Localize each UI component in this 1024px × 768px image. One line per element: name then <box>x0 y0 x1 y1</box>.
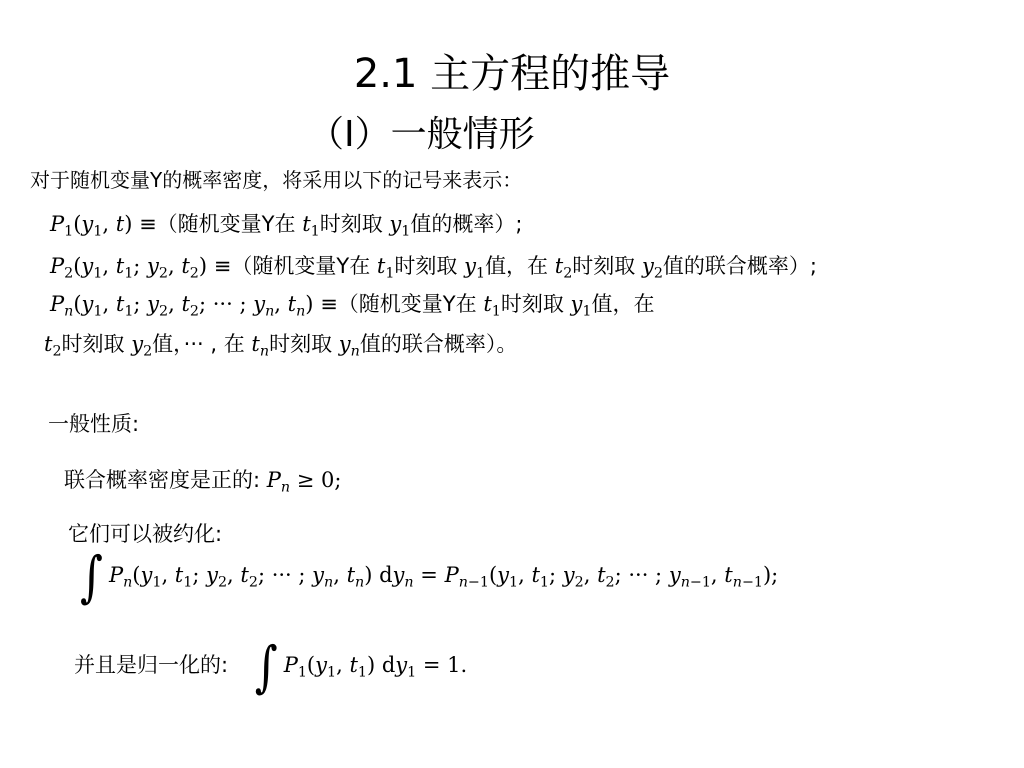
normalized-label: 并且是归一化的: <box>74 653 229 677</box>
p2-mid1: 时刻取 <box>394 254 458 278</box>
p2-mid3: 时刻取 <box>572 254 636 278</box>
pn-line2-b: 值，··· , 在 <box>152 332 245 356</box>
pn-line2-c: 时刻取 <box>269 332 333 356</box>
properties-heading: 一般性质: <box>48 412 140 436</box>
definition-pn: $P_n(y_1$, $t_1$; $y_2$, $t_2$; ··· ; $y_n$, $t_n$) ≡（随机变量Y在 $t_1$时刻取 $y_1$值，在 <box>50 292 655 320</box>
slide-title: 2.1 主方程的推导 <box>353 51 671 97</box>
p1-text: ≡（随机变量Y在 <box>139 212 296 236</box>
reduction-formula: ∫ $P_n(y_1$, $t_1$; $y_2$, $t_2$; ··· ; $y_n$, $t_n$) $dy_n = P_{n-1}(y_1$, $t_1$; $y_2$, $t_2$; ··· ; $y_{n-1}$, $t_{n-1}$); <box>80 545 779 610</box>
pn-text: ≡（随机变量Y在 <box>320 292 477 316</box>
definition-p2: $P_2(y_1$, $t_1$; $y_2$, $t_2$) ≡（随机变量Y在 $t_1$时刻取 $y_1$值，在 $t_2$时刻取 $y_2$值的联合概率）; <box>50 254 817 282</box>
p2-end: 值的联合概率）; <box>662 254 817 278</box>
pn-line2-a: 时刻取 <box>61 332 125 356</box>
intro-text: 对于随机变量Y的概率密度，将采用以下的记号来表示： <box>30 168 523 192</box>
p1-mid: 时刻取 <box>319 212 383 236</box>
p2-mid2: 值，在 <box>485 254 549 278</box>
p2-text: ≡（随机变量Y在 <box>213 254 371 278</box>
definition-pn-continued: $t_2$时刻取 $y_2$值，··· , 在 $t_n$时刻取 $y_n$值的联合概率）。 <box>44 332 518 360</box>
integral-sign: ∫ <box>254 635 278 700</box>
slide-subtitle: （I）一般情形 <box>308 114 535 155</box>
positive-label: 联合概率密度是正的: <box>64 468 261 492</box>
pn-mid2: 值，在 <box>591 292 655 316</box>
property-normalized: 并且是归一化的: ∫ $P_1(y_1$, $t_1$) $dy_1 = 1$. <box>74 635 468 700</box>
p1-end: 值的概率）; <box>410 212 523 236</box>
property-positive: 联合概率密度是正的: $P_n \ge 0$; <box>64 468 342 496</box>
pn-mid1: 时刻取 <box>500 292 564 316</box>
property-reducible: 它们可以被约化: <box>68 522 223 546</box>
integral-sign: ∫ <box>80 545 103 610</box>
pn-line2-end: 值的联合概率）。 <box>359 332 518 356</box>
definition-p1: $P_1(y_1$, t) ≡（随机变量Y在 $t_1$时刻取 $y_1$值的概率）; <box>50 212 523 240</box>
